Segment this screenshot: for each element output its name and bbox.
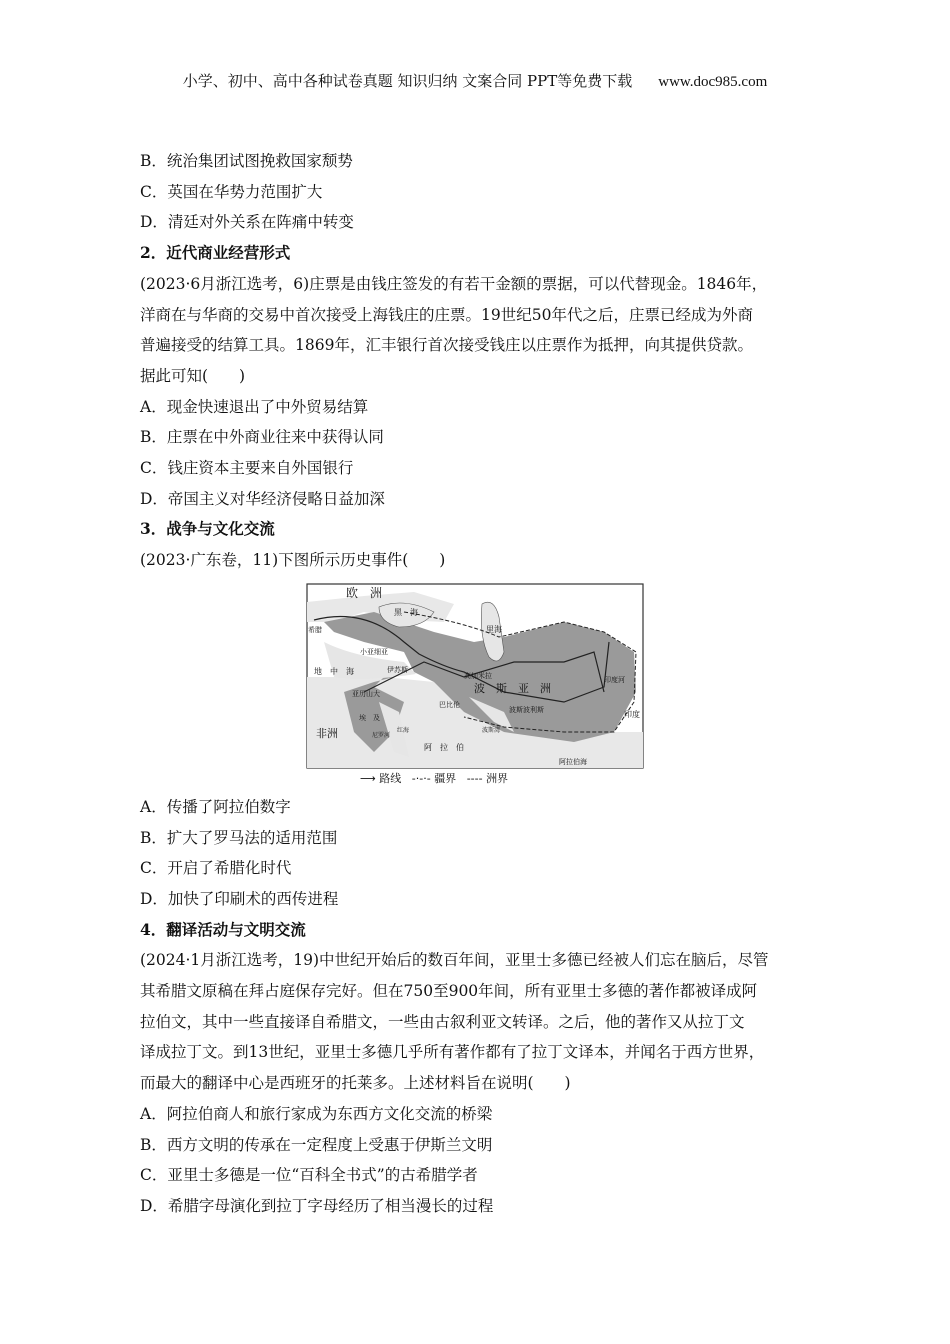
map-label-red-sea: 红海 xyxy=(397,726,410,734)
q3-option: A．传播了阿拉伯数字 xyxy=(140,797,291,816)
q4-title: 4．翻译活动与文明交流 xyxy=(140,919,306,939)
page-header xyxy=(0,70,950,91)
map-label-arabian-sea: 阿拉伯海 xyxy=(559,757,587,766)
q2-stem: 洋商在与华商的交易中首次接受上海钱庄的庄票。19世纪50年代之后，庄票已经成为外商 xyxy=(140,305,753,324)
legend-border: 疆界 xyxy=(434,771,457,785)
legend-route: 路线 xyxy=(379,771,402,785)
legend-continent: 洲界 xyxy=(486,771,509,785)
q4-stem: 拉伯文，其中一些直接译自希腊文，一些由古叙利亚文转译。之后，他的著作又从拉丁文 xyxy=(140,1012,745,1031)
map-label-persepolis: 波斯波利斯 xyxy=(509,705,544,714)
q2-option: D．帝国主义对华经济侵略日益加深 xyxy=(140,489,385,508)
q3-stem: (2023·广东卷，11)下图所示历史事件( ) xyxy=(140,551,446,570)
q2-stem: 普遍接受的结算工具。1869年，汇丰银行首次接受钱庄以庄票作为抵押，向其提供贷款。 xyxy=(140,336,753,355)
q3-option: B．扩大了罗马法的适用范围 xyxy=(140,828,338,847)
map-legend xyxy=(360,772,820,786)
q2-title: 2．近代商业经营形式 xyxy=(140,243,291,263)
header-url: www.doc985.com xyxy=(658,74,768,90)
continent-line-icon: ---- xyxy=(466,771,487,785)
q2-option: A．现金快速退出了中外贸易结算 xyxy=(140,397,369,416)
map-label-asia-minor: 小亚细亚 xyxy=(360,647,388,656)
map-label-europe: 欧 洲 xyxy=(346,585,383,600)
q4-option: B．西方文明的传承在一定程度上受惠于伊斯兰文明 xyxy=(140,1135,493,1154)
q1-option: C．英国在华势力范围扩大 xyxy=(140,182,323,201)
q4-stem: (2024·1月浙江选考，19)中世纪开始后的数百年间，亚里士多德已经被人们忘在脑后，尽管 xyxy=(140,951,769,970)
map-label-black-sea: 黑 海 xyxy=(394,607,418,617)
q1-option: B．统治集团试图挽救国家颓势 xyxy=(140,152,353,170)
map-label-greece: 希腊 xyxy=(308,625,322,634)
document-body xyxy=(140,146,820,1222)
header-text: 小学、初中、高中各种试卷真题 知识归纳 文案合同 PPT等免费下载 xyxy=(182,72,633,90)
q3-option: C．开启了希腊化时代 xyxy=(140,859,292,878)
map-label-gaugamela: 高加米拉 xyxy=(464,671,492,680)
q2-option: B．庄票在中外商业往来中获得认同 xyxy=(140,428,384,447)
map-label-issus: 伊苏斯 xyxy=(387,665,408,674)
map-label-mediterranean: 地 中 海 xyxy=(314,666,354,676)
route-arrow-icon: ⟶ xyxy=(360,771,380,785)
q2-stem: 据此可知( ) xyxy=(140,366,246,385)
map-label-egypt: 埃 及 xyxy=(359,713,380,722)
q3-option: D．加快了印刷术的西传进程 xyxy=(140,889,339,908)
q4-stem: 而最大的翻译中心是西班牙的托莱多。上述材料旨在说明( ) xyxy=(140,1074,571,1093)
q4-option: A．阿拉伯商人和旅行家成为东西方文化交流的桥梁 xyxy=(140,1104,493,1123)
map-label-africa: 非洲 xyxy=(316,726,338,740)
map-label-caspian: 里海 xyxy=(486,624,502,634)
map-label-persian-gulf: 波斯湾 xyxy=(482,726,501,734)
map-label-persia-asia: 波 斯 亚 洲 xyxy=(474,681,551,695)
map-label-nile: 尼罗河 xyxy=(372,731,391,739)
q4-stem: 其希腊文原稿在拜占庭保存完好。但在750至900年间，所有亚里士多德的著作都被译成阿 xyxy=(140,982,758,1001)
q3-title: 3．战争与文化交流 xyxy=(140,519,275,539)
q2-stem: (2023·6月浙江选考，6)庄票是由钱庄签发的有若干金额的票据，可以代替现金。1846年， xyxy=(140,274,768,293)
border-line-icon: -·-·- xyxy=(411,771,435,785)
map-label-babylon: 巴比伦 xyxy=(439,700,460,709)
q1-option: D．清廷对外关系在阵痛中转变 xyxy=(140,213,354,232)
q4-option: D．希腊字母演化到拉丁字母经历了相当漫长的过程 xyxy=(140,1196,494,1215)
map-label-india: 印度 xyxy=(624,709,640,719)
q4-option: C．亚里士多德是一位“百科全书式”的古希腊学者 xyxy=(140,1166,478,1185)
q4-stem: 译成拉丁文。到13世纪，亚里士多德几乎所有著作都有了拉丁文译本，并闻名于西方世界， xyxy=(140,1043,765,1062)
alexander-campaign-map xyxy=(304,582,646,772)
map-label-alexandria: 亚历山大 xyxy=(352,689,380,698)
q2-option: C．钱庄资本主要来自外国银行 xyxy=(140,459,354,478)
map-label-arabia: 阿 拉 伯 xyxy=(424,742,464,752)
map-label-indus: 印度河 xyxy=(604,675,625,684)
